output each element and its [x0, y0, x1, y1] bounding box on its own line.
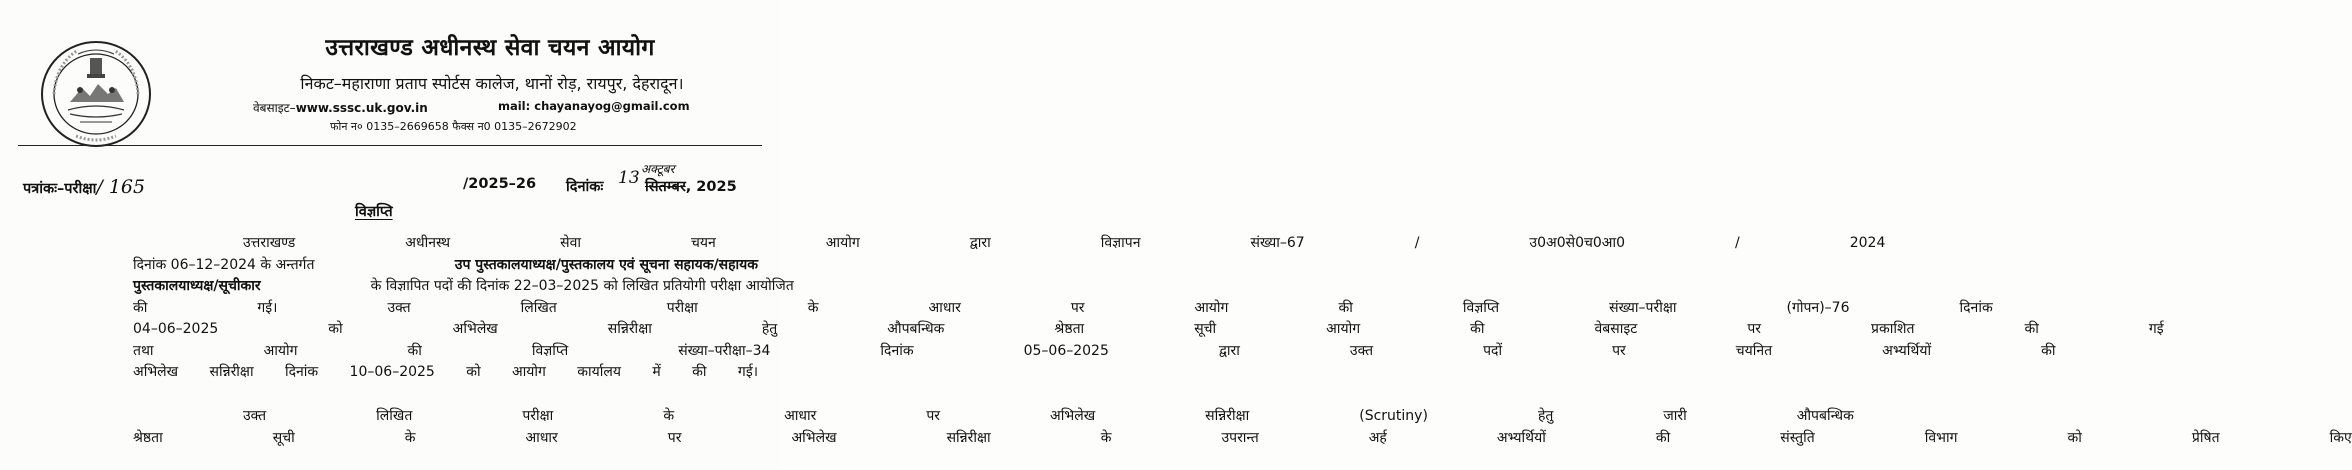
letter-reference	[23, 176, 145, 198]
header-divider	[18, 145, 762, 146]
website-label: वेबसाइट–	[253, 101, 296, 115]
commission-title: उत्तराखण्ड अधीनस्थ सेवा चयन आयोग	[325, 35, 655, 61]
printed-year: , 2025	[685, 179, 737, 195]
website-line	[253, 99, 428, 116]
paragraph-1	[23, 233, 2164, 384]
date-month-handwritten: अक्टूबर	[641, 162, 675, 176]
para1-text-5: 04–06–2025 को अभिलेख सन्निरीक्षा हेतु औपबन्धिक श्रेष्ठता सूची आयोग की वेबसाइट पर प्रकाशित की गई	[133, 321, 2164, 337]
para1-text-7: अभिलेख सन्निरीक्षा दिनांक 10–06–2025 को आयोग कार्यालय में की गई।	[133, 364, 758, 380]
para1-line-4	[23, 298, 1993, 320]
commission-address: निकट–महाराणा प्रताप स्पोर्टस कालेज, थानों रोड़, रायपुर, देहरादून।	[300, 74, 684, 93]
phone-fax-line: फोन न० 0135–2669658 फैक्स न0 0135–2672902	[330, 120, 577, 133]
email-link[interactable]: chayanayog@gmail.com	[534, 99, 690, 113]
date-month-printed	[645, 176, 737, 196]
para1-line-2	[23, 255, 758, 277]
para1-text-6: तथा आयोग की विज्ञप्ति संख्या–परीक्षा–34 दिनांक 05–06–2025 द्वारा उक्त पदों पर चयनित अभ्यर्थियों की	[133, 342, 2056, 359]
para1-line-6	[23, 341, 2056, 363]
para2-text-2: श्रेष्ठता सूची के आधार पर अभिलेख सन्निरीक्षा के उपरान्त अर्ह अभ्यर्थियों की संस्तुति विभाग को प्रेषित किए	[133, 429, 2352, 446]
email-line	[498, 99, 690, 113]
para1-line-1	[23, 233, 1886, 255]
website-link[interactable]: www.sssc.uk.gov.in	[295, 101, 428, 115]
notice-title: विज्ञप्ति	[355, 204, 393, 220]
date-day-handwritten: 13	[618, 168, 640, 188]
para1-line-7	[23, 362, 758, 384]
letter-label: पत्रांकः–परीक्षा	[23, 181, 97, 197]
struck-month: सितम्बर	[645, 179, 686, 195]
post-names-bold-2: पुस्तकालयाध्यक्ष/सूचीकार	[133, 278, 261, 294]
date-label: दिनांकः	[566, 179, 604, 195]
para2-text-1: उक्त लिखित परीक्षा के आधार पर अभिलेख सन्निरीक्षा (Scrutiny) हेतु जारी औपबन्धिक	[243, 408, 1854, 424]
para1-text-2: दिनांक 06–12–2024 के अन्तर्गत	[133, 256, 315, 273]
para1-text-3: के विज्ञापित पदों की दिनांक 22–03–2025 को लिखित प्रतियोगी परीक्षा आयोजित	[370, 278, 794, 294]
para1-line-3	[23, 276, 794, 298]
email-label: mail:	[498, 99, 531, 113]
para1-line-5	[23, 319, 2164, 341]
para1-text-4: की गई। उक्त लिखित परीक्षा के आधार पर आयोग की विज्ञप्ति संख्या–परीक्षा (गोपन)–76 दिनांक	[133, 299, 1993, 316]
para2-line-1	[23, 406, 1854, 428]
letter-number: / 165	[96, 176, 146, 198]
reference-year: /2025–26	[463, 176, 537, 192]
post-names-bold-1: उप पुस्तकालयाध्यक्ष/पुस्तकालय एवं सूचना सहायक/सहायक	[454, 256, 758, 273]
paragraph-2	[23, 406, 2352, 449]
commission-emblem-icon	[40, 40, 152, 148]
para2-line-2	[23, 428, 2352, 450]
para1-text-1: उत्तराखण्ड अधीनस्थ सेवा चयन आयोग द्वारा विज्ञापन संख्या–67 / उ0अ0से0च0आ0 / 2024	[243, 235, 1886, 251]
